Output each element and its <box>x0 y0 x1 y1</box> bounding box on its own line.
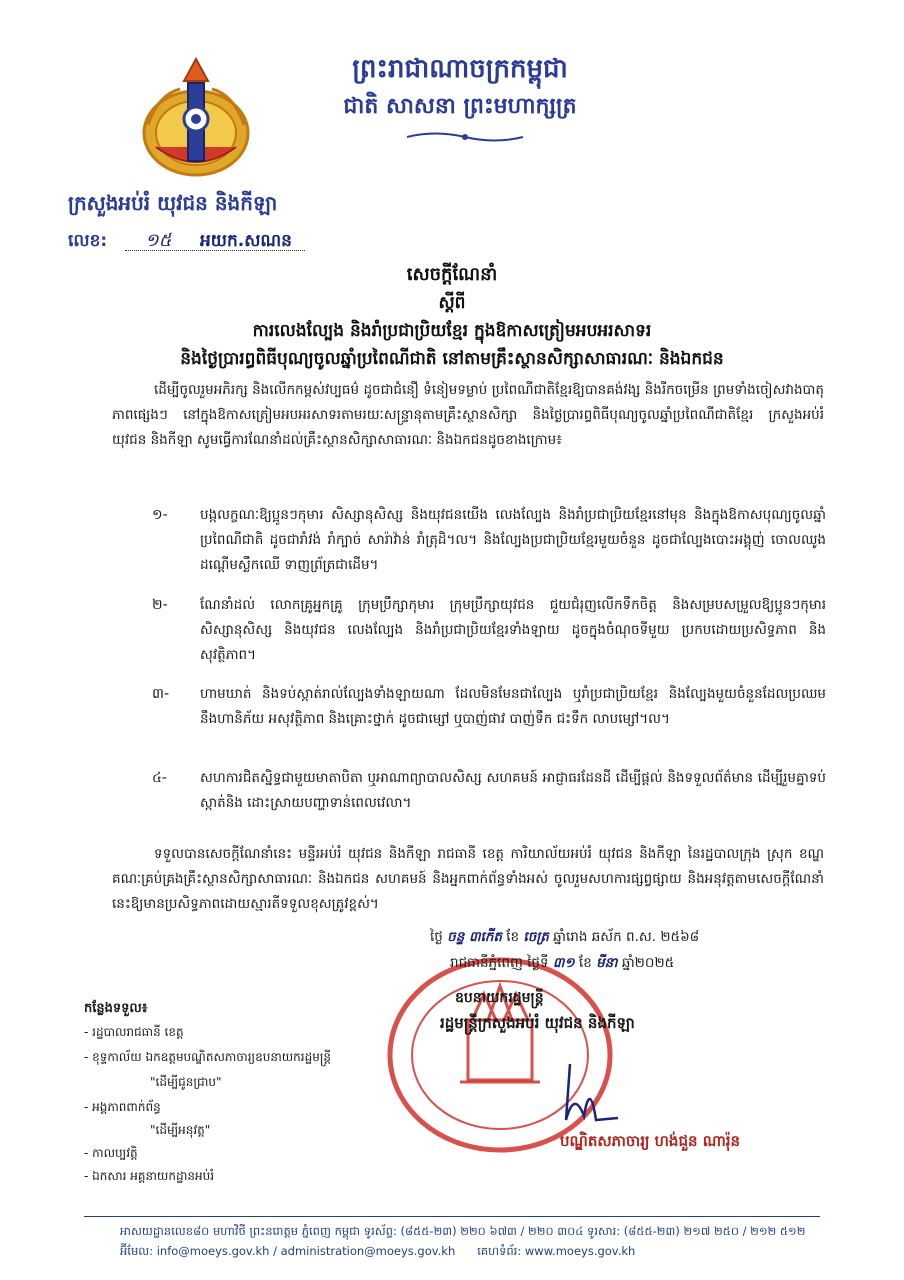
solar-month: មីនា <box>596 955 618 971</box>
reference-label: លេខ: <box>68 231 108 251</box>
footer-contacts <box>120 1244 850 1261</box>
item-text: ហាមឃាត់ និងទប់ស្កាត់រាល់ល្បែងទាំងឡាយណា ដែលមិនមែនជាល្បែង ឬរាំប្រជាប្រិយខ្មែរ និងល្បែងមួយចំនួនដែលប្រឈមនឹងហានិភ័យ អសុវត្ថិភាព និងគ្រោះថ្នាក់ ដូចជាម្សៅ ឬបាញ់ផាវ បាញ់ទឹក ជះទឹក លាបម្សៅ។ល។ <box>200 686 826 727</box>
closing-paragraph: ទទួលបានសេចក្តីណែនាំនេះ មន្ទីរអប់រំ យុវជន និងកីឡា រាជធានី ខេត្ត ការិយាល័យអប់រំ យុវជន និងកីឡា នៃរដ្ឋបាលក្រុង ស្រុក ខណ្ឌ គណៈគ្រប់គ្រងគ្រឹះស្ថានសិក្សាសាធារណៈ និងឯកជន សហគមន៍ និងអ្នកពាក់ព័ន្ធទាំងអស់ ចូលរួមសហការផ្សព្វផ្សាយ និងអនុវត្តតាមសេចក្តីណែនាំនេះឱ្យមានប្រសិទ្ធភាពដោយស្មារតីទទួលខុសត្រូវខ្ពស់។ <box>112 846 824 912</box>
intro-paragraph: ដើម្បីចូលរួមអភិរក្ស និងលើកកម្ពស់វប្បធម៌ ដូចជាជំនឿ ទំនៀមទម្លាប់ ប្រពៃណីជាតិខ្មែរឱ្យបានគង់វង្ស និងរីកចម្រើន ព្រមទាំងចៀសវាងបាតុភាពផ្សេងៗ នៅក្នុងឱកាសត្រៀមអបអរសាទរតាមរយៈសន្ទ្រានុតាមគ្រឹះស្ថានសិក្សា និងថ្ងៃប្រារព្ធពិធីបុណ្យចូលឆ្នាំប្រពៃណីជាតិខ្មែរ ក្រសួងអប់រំ យុវជន និងកីឡា សូមធ្វើការណែនាំដល់គ្រឹះស្ថានសិក្សាសាធារណៈ និងឯកជនដូចខាងក្រោម៖ <box>112 382 824 448</box>
solar-prefix: រាជធានីភ្នំពេញ ថ្ងៃទី <box>450 955 549 971</box>
item-text: ណែនាំដល់ លោកគ្រូអ្នកគ្រូ ក្រុមប្រឹក្សាកុមារ ក្រុមប្រឹក្សាយុវជន ជួយជំរុញលើកទឹកចិត្ត និងសម្របសម្រួលឱ្យប្អូនៗកុមារ សិស្សានុសិស្ស និងយុវជន លេងល្បែង និងរាំប្រជាប្រិយខ្មែរទាំងឡាយ ដូចក្នុងចំណុចទីមួយ ប្រកបដោយប្រសិទ្ធភាព និងសុវត្ថិភាព។ <box>200 597 826 663</box>
footer-address: អាសយដ្ឋានលេខ៨០ មហាវិថី ព្រះនរោត្តម ភ្នំពេញ កម្ពុជា ទូរស័ព្ទ: (៨៥៥-២៣) ២២០ ៦៧៣ / ២២០ ៣០៤ ទូរសារ: (៨៥៥-២៣) ២១៧ ២៥០ / ២១២ ៥១២ <box>120 1224 806 1238</box>
list-item <box>112 766 824 826</box>
list-item <box>112 593 824 673</box>
recipient-note: "ដើម្បីអនុវត្ត" <box>150 1123 211 1137</box>
list-item <box>112 503 824 583</box>
signatory-role-2: រដ្ឋមន្ត្រីក្រសួងអប់រំ យុវជន និងកីឡា <box>440 1014 635 1032</box>
lunar-month: ចេត្រ <box>523 929 549 945</box>
recipient-item: - ឯកសារ អគ្គនាយកដ្ឋានអប់រំ <box>84 1169 215 1183</box>
item-number: ៤- <box>152 770 167 786</box>
footer-divider <box>84 1216 820 1217</box>
reference-suffix: អយក.សណន <box>200 231 292 251</box>
recipient-note: "ដើម្បីជូនជ្រាប" <box>150 1075 222 1089</box>
reference-number: ១៥ <box>145 230 172 251</box>
document-type: សេចក្តីណែនាំ <box>406 264 498 285</box>
ministry-name: ក្រសួងអប់រំ យុវជន និងកីឡា <box>68 191 278 215</box>
item-number: ២- <box>152 597 168 613</box>
email-link[interactable]: info@moeys.gov.kh / administration@moeys.gov.kh <box>156 1244 456 1258</box>
item-number: ១- <box>152 507 168 523</box>
item-number: ៣- <box>152 686 170 702</box>
list-item <box>112 682 824 762</box>
lunar-prefix: ថ្ងៃ <box>430 929 443 945</box>
recipient-item: - ខុទ្ទកាល័យ ឯកឧត្តមបណ្ឌិតសភាចារ្យឧបនាយករដ្ឋមន្ត្រី <box>84 1050 332 1064</box>
email-label: អ៊ីមែល: <box>120 1244 154 1258</box>
solar-day: ៣១ <box>552 955 575 971</box>
website-link[interactable]: www.moeys.gov.kh <box>524 1244 636 1258</box>
lunar-year: ឆ្នាំរោង ឆស័ក ព.ស. ២៥៦៨ <box>553 929 700 945</box>
recipient-item: - រដ្ឋបាលរាជធានី ខេត្ត <box>84 1025 184 1039</box>
recipients-title: កន្លែងទទួល៖ <box>84 1001 148 1016</box>
lunar-month-label: ខែ <box>506 929 520 945</box>
signatory-name: បណ្ឌិតសភាចារ្យ ហង់ជួន ណារ៉ុន <box>560 1132 741 1150</box>
signatory-role-1: ឧបនាយករដ្ឋមន្ត្រី <box>455 990 544 1006</box>
website-label: គេហទំព័រ: <box>477 1244 522 1258</box>
recipient-item: - អង្គភាពពាក់ព័ន្ធ <box>84 1100 161 1114</box>
handwritten-signature <box>540 1060 620 1130</box>
document-about: ស្តីពី <box>438 293 466 313</box>
ministry-emblem <box>138 55 254 183</box>
lunar-day: ចន្ទ ៣កើត <box>447 929 502 945</box>
item-text: បង្កលក្ខណៈឱ្យប្អូនៗកុមារ សិស្សានុសិស្ស និងយុវជនយើង លេងល្បែង និងរាំប្រជាប្រិយខ្មែរនៅមុន និងក្នុងឱកាសបុណ្យចូលឆ្នាំប្រពៃណីជាតិ ដូចជារាំវង់ រាំក្បាច់ សារ៉ាវ៉ាន់ រាំត្រុដិ។ល។ និងល្បែងប្រជាប្រិយខ្មែរមួយចំនួន ដូចជាល្បែងបោះអង្គុញ់ ចោលឈូង ដណ្តើមស្លឹកឈើ ទាញព្រ័ត្រជាដើម។ <box>200 507 826 573</box>
lunar-date <box>430 928 699 948</box>
solar-year: ឆ្នាំ២០២៥ <box>621 955 675 971</box>
solar-date <box>450 954 674 974</box>
kingdom-title: ព្រះរាជាណាចក្រកម្ពុជា <box>352 54 568 84</box>
ornament-divider-icon <box>405 130 525 144</box>
solar-month-label: ខែ <box>578 955 592 971</box>
subject-line-1: ការលេងល្បែង និងរាំប្រជាប្រិយខ្មែរ ក្នុងឱកាសត្រៀមអបអរសាទរ <box>252 321 652 341</box>
national-motto: ជាតិ សាសនា ព្រះមហាក្សត្រ <box>343 93 577 119</box>
recipient-item: - កាលប្បវត្តិ <box>84 1146 138 1160</box>
subject-line-2: និងថ្ងៃប្រារព្ធពិធីបុណ្យចូលឆ្នាំប្រពៃណីជាតិ នៅតាមគ្រឹះស្ថានសិក្សាសាធារណៈ និងឯកជន <box>180 349 724 369</box>
item-text: សហការជិតស្និទ្ធជាមួយមាតាបិតា ឬអាណាព្យាបាលសិស្ស សហគមន៍ អាជ្ញាធរដែនដី ដើម្បីផ្តល់ និងទទួលព័ត៌មាន ដើម្បីរួមគ្នាទប់ស្កាត់និង ដោះស្រាយបញ្ហាទាន់ពេលវេលា។ <box>200 770 826 811</box>
